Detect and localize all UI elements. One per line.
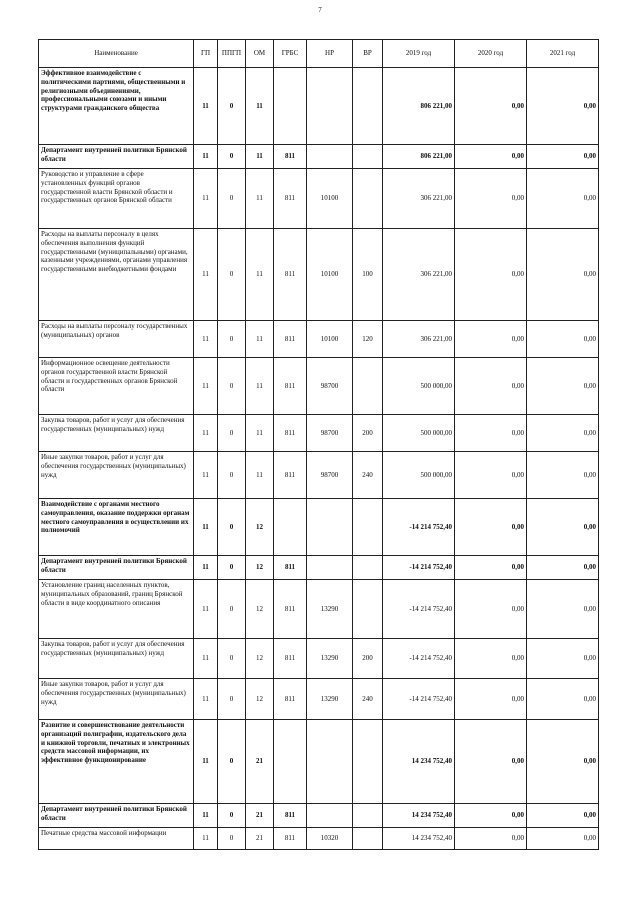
cell-2020: 0,00 [455,68,527,145]
cell-2019: -14 214 752,40 [383,679,455,720]
cell-om: 11 [246,358,274,415]
cell-2019: -14 214 752,40 [383,580,455,639]
table-row [39,452,599,499]
table-row [39,321,599,358]
cell-gp: 11 [194,452,218,499]
cell-om: 11 [246,415,274,452]
cell-2021: 0,00 [527,556,599,580]
cell-vr [353,720,383,804]
cell-ppgp: 0 [218,580,246,639]
cell-nr [307,145,353,169]
cell-om: 21 [246,720,274,804]
cell-ppgp: 0 [218,556,246,580]
cell-gp: 11 [194,828,218,850]
cell-ppgp: 0 [218,415,246,452]
col-header-gp: ГП [194,40,218,68]
cell-grbs: 811 [274,804,307,828]
cell-2019: 306 221,00 [383,321,455,358]
cell-name: Расходы на выплаты персоналу государственных (муниципальных) органов [39,321,194,358]
cell-om: 11 [246,68,274,145]
cell-name: Департамент внутренней политики Брянской области [39,145,194,169]
cell-2021: 0,00 [527,229,599,321]
header-row [39,40,599,68]
table-row [39,229,599,321]
cell-nr [307,499,353,556]
cell-vr [353,499,383,556]
cell-grbs: 811 [274,639,307,679]
cell-gp: 11 [194,499,218,556]
cell-name: Расходы на выплаты персоналу в целях обеспечения выполнения функций государственными (муниципальными) органами, казенными учреждениями, органами управления государственными внебюджетными фондами [39,229,194,321]
cell-2020: 0,00 [455,804,527,828]
cell-ppgp: 0 [218,679,246,720]
cell-grbs: 811 [274,679,307,720]
table-row [39,68,599,145]
cell-vr: 240 [353,679,383,720]
cell-2019: 14 234 752,40 [383,804,455,828]
cell-2020: 0,00 [455,169,527,229]
cell-name: Департамент внутренней политики Брянской области [39,556,194,580]
cell-ppgp: 0 [218,358,246,415]
cell-2021: 0,00 [527,499,599,556]
cell-grbs: 811 [274,358,307,415]
cell-2019: 14 234 752,40 [383,828,455,850]
cell-2020: 0,00 [455,639,527,679]
cell-ppgp: 0 [218,452,246,499]
cell-2019: -14 214 752,40 [383,556,455,580]
cell-name: Взаимодействие с органами местного самоуправления, оказание поддержки органам местного самоуправления в осуществлении их полномочий [39,499,194,556]
cell-2020: 0,00 [455,452,527,499]
cell-2021: 0,00 [527,580,599,639]
cell-nr: 10100 [307,169,353,229]
table-row [39,415,599,452]
col-header-om: ОМ [246,40,274,68]
cell-vr: 200 [353,639,383,679]
cell-2020: 0,00 [455,556,527,580]
cell-grbs: 811 [274,415,307,452]
cell-2020: 0,00 [455,580,527,639]
cell-ppgp: 0 [218,229,246,321]
cell-nr: 13290 [307,639,353,679]
cell-nr: 13290 [307,580,353,639]
cell-2021: 0,00 [527,639,599,679]
cell-name: Департамент внутренней политики Брянской области [39,804,194,828]
cell-name: Иные закупки товаров, работ и услуг для обеспечения государственных (муниципальных) нужд [39,452,194,499]
cell-2020: 0,00 [455,358,527,415]
cell-2020: 0,00 [455,828,527,850]
cell-om: 12 [246,679,274,720]
cell-gp: 11 [194,358,218,415]
table-row [39,358,599,415]
cell-vr [353,68,383,145]
cell-2020: 0,00 [455,229,527,321]
cell-name: Иные закупки товаров, работ и услуг для обеспечения государственных (муниципальных) нужд [39,679,194,720]
cell-gp: 11 [194,804,218,828]
cell-gp: 11 [194,639,218,679]
cell-vr [353,804,383,828]
cell-2021: 0,00 [527,720,599,804]
cell-vr [353,556,383,580]
cell-gp: 11 [194,720,218,804]
cell-name: Развитие и совершенствование деятельности организаций полиграфии, издательского дела и книжной торговли, печатных и электронных средств массовой информации, их эффективное функционирование [39,720,194,804]
cell-2021: 0,00 [527,169,599,229]
cell-2019: 500 000,00 [383,415,455,452]
cell-om: 11 [246,321,274,358]
cell-vr [353,358,383,415]
cell-gp: 11 [194,679,218,720]
cell-om: 11 [246,145,274,169]
cell-nr: 98700 [307,415,353,452]
cell-2021: 0,00 [527,358,599,415]
cell-vr: 200 [353,415,383,452]
cell-grbs: 811 [274,229,307,321]
cell-2021: 0,00 [527,679,599,720]
cell-om: 12 [246,556,274,580]
col-header-vr: ВР [353,40,383,68]
cell-grbs: 811 [274,556,307,580]
cell-name: Установление границ населенных пунктов, муниципальных образований, границ Брянской области в виде координатного описания [39,580,194,639]
cell-grbs [274,68,307,145]
table-row [39,720,599,804]
cell-ppgp: 0 [218,804,246,828]
cell-name: Эффективное взаимодействие с политическими партиями, общественными и религиозными объединениями, профессиональными союзами и иными структурами гражданского общества [39,68,194,145]
cell-nr: 98700 [307,452,353,499]
cell-name: Руководство и управление в сфере установленных функций органов государственной власти Брянской области и государственных органов Брянской области [39,169,194,229]
table-row [39,169,599,229]
cell-2021: 0,00 [527,828,599,850]
cell-nr [307,556,353,580]
cell-nr: 10100 [307,229,353,321]
cell-vr: 120 [353,321,383,358]
cell-ppgp: 0 [218,145,246,169]
cell-grbs: 811 [274,580,307,639]
cell-om: 12 [246,639,274,679]
cell-2019: -14 214 752,40 [383,499,455,556]
col-header-grbs: ГРБС [274,40,307,68]
cell-name: Закупка товаров, работ и услуг для обеспечения государственных (муниципальных) нужд [39,415,194,452]
cell-2021: 0,00 [527,145,599,169]
cell-grbs [274,499,307,556]
cell-om: 11 [246,452,274,499]
cell-nr: 13290 [307,679,353,720]
cell-name: Информационное освещение деятельности органов государственной власти Брянской области и государственных органов Брянской области [39,358,194,415]
cell-ppgp: 0 [218,68,246,145]
cell-2020: 0,00 [455,720,527,804]
cell-nr [307,804,353,828]
col-header-2021: 2021 год [527,40,599,68]
cell-grbs: 811 [274,452,307,499]
cell-name: Печатные средства массовой информации [39,828,194,850]
cell-2019: 306 221,00 [383,169,455,229]
page-number: 7 [318,6,322,14]
cell-vr [353,580,383,639]
cell-2021: 0,00 [527,452,599,499]
cell-om: 12 [246,499,274,556]
cell-ppgp: 0 [218,321,246,358]
col-header-ppgp: ППГП [218,40,246,68]
cell-om: 11 [246,169,274,229]
cell-2020: 0,00 [455,499,527,556]
table-row [39,828,599,850]
cell-2021: 0,00 [527,415,599,452]
cell-2019: 14 234 752,40 [383,720,455,804]
cell-grbs: 811 [274,169,307,229]
table-row [39,580,599,639]
cell-2020: 0,00 [455,679,527,720]
cell-nr [307,720,353,804]
cell-2019: 806 221,00 [383,145,455,169]
cell-grbs: 811 [274,145,307,169]
cell-gp: 11 [194,415,218,452]
cell-gp: 11 [194,68,218,145]
cell-ppgp: 0 [218,499,246,556]
cell-gp: 11 [194,145,218,169]
table-row [39,499,599,556]
table-row [39,556,599,580]
cell-2019: 500 000,00 [383,358,455,415]
cell-gp: 11 [194,229,218,321]
cell-ppgp: 0 [218,639,246,679]
cell-2019: 806 221,00 [383,68,455,145]
col-header-nr: НР [307,40,353,68]
cell-gp: 11 [194,169,218,229]
cell-2019: 500 000,00 [383,452,455,499]
col-header-2020: 2020 год [455,40,527,68]
cell-2020: 0,00 [455,415,527,452]
cell-grbs [274,720,307,804]
cell-nr [307,68,353,145]
cell-ppgp: 0 [218,169,246,229]
col-header-2019: 2019 год [383,40,455,68]
cell-om: 21 [246,804,274,828]
cell-2020: 0,00 [455,321,527,358]
cell-ppgp: 0 [218,828,246,850]
cell-gp: 11 [194,580,218,639]
cell-om: 11 [246,229,274,321]
cell-2019: 306 221,00 [383,229,455,321]
cell-2019: -14 214 752,40 [383,639,455,679]
cell-grbs: 811 [274,828,307,850]
col-header-name: Наименование [39,40,194,68]
cell-2021: 0,00 [527,804,599,828]
cell-2021: 0,00 [527,68,599,145]
table-row [39,145,599,169]
cell-om: 21 [246,828,274,850]
cell-2021: 0,00 [527,321,599,358]
cell-vr [353,145,383,169]
cell-vr: 240 [353,452,383,499]
cell-gp: 11 [194,556,218,580]
table-row [39,639,599,679]
budget-table [38,39,599,850]
cell-nr: 98700 [307,358,353,415]
cell-nr: 10320 [307,828,353,850]
cell-vr [353,828,383,850]
cell-grbs: 811 [274,321,307,358]
cell-2020: 0,00 [455,145,527,169]
cell-nr: 10100 [307,321,353,358]
cell-gp: 11 [194,321,218,358]
table-row [39,679,599,720]
cell-name: Закупка товаров, работ и услуг для обеспечения государственных (муниципальных) нужд [39,639,194,679]
cell-vr: 100 [353,229,383,321]
cell-vr [353,169,383,229]
cell-om: 12 [246,580,274,639]
cell-ppgp: 0 [218,720,246,804]
table-row [39,804,599,828]
